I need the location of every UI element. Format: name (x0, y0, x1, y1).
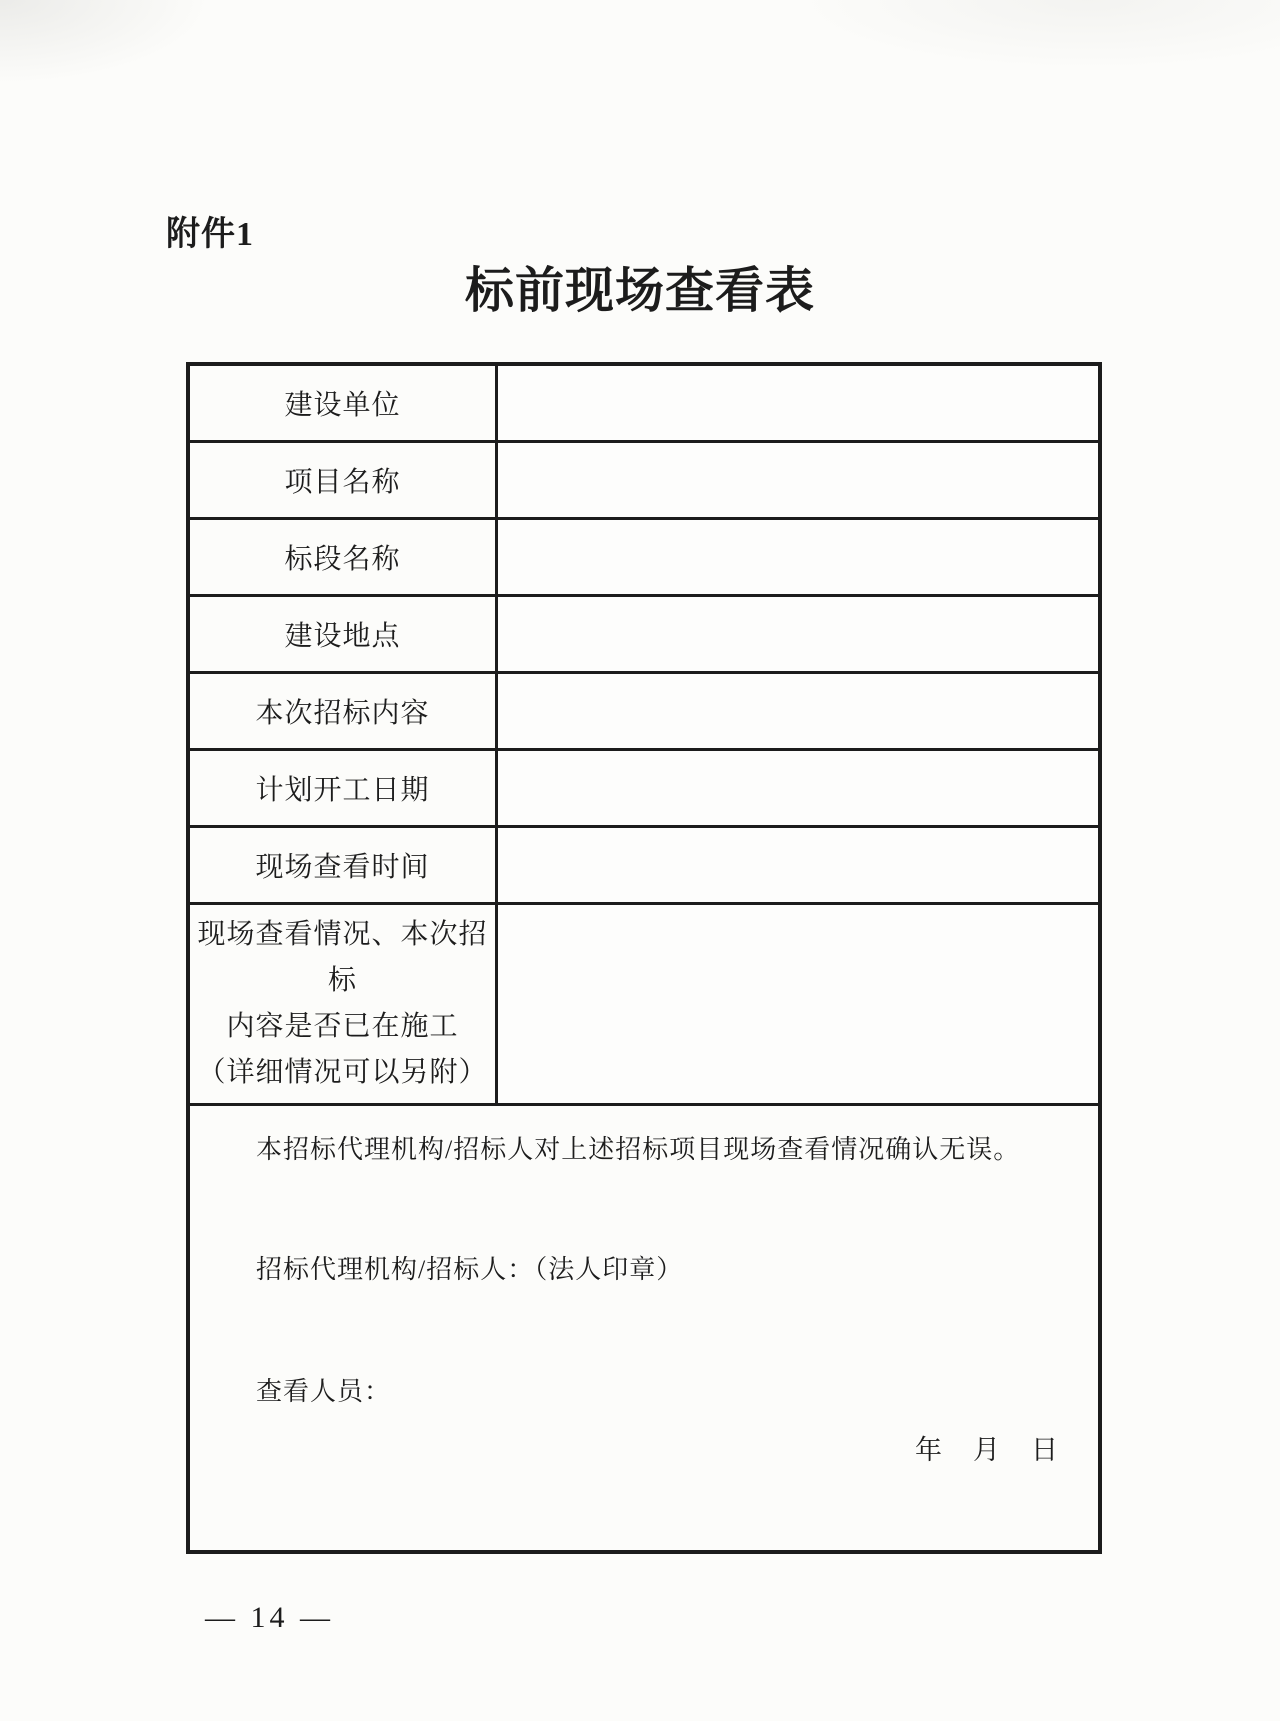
inspection-label-line-1: 现场查看情况、本次招标 (197, 919, 488, 996)
inspection-label-line-3: （详细情况可以另附） (197, 1057, 488, 1088)
row-value-tender-content (498, 674, 1098, 751)
confirmation-statement: 本招标代理机构/招标人对上述招标项目现场查看情况确认无误。 (256, 1135, 1021, 1164)
row-label-text: 本次招标内容 (255, 698, 430, 729)
row-value-project-name (498, 443, 1098, 520)
row-value-planned-start-date (498, 751, 1098, 828)
row-label-tender-content (190, 674, 498, 751)
row-label-bid-section-name (190, 520, 498, 597)
row-label-text: 现场查看时间 (255, 852, 430, 883)
row-label-text: 计划开工日期 (255, 775, 430, 806)
row-label-text: 建设地点 (284, 621, 401, 652)
row-label-text: 建设单位 (284, 390, 401, 421)
page-number: — 14 — (205, 1601, 334, 1634)
inspection-label-line-2: 内容是否已在施工 (226, 1011, 459, 1042)
row-value-inspection-time (498, 828, 1098, 905)
row-value-inspection-status (498, 905, 1098, 1106)
row-value-construction-unit (498, 366, 1098, 443)
confirmation-cell (190, 1106, 1098, 1550)
row-label-inspection-status (190, 905, 498, 1106)
date-line: 年 月 日 (915, 1435, 1060, 1465)
row-label-planned-start-date (190, 751, 498, 828)
page-title: 标前现场查看表 (464, 263, 815, 318)
row-label-inspection-time (190, 828, 498, 905)
inspector-signature-line: 查看人员： (256, 1377, 392, 1406)
row-label-text: 标段名称 (284, 544, 401, 575)
row-value-bid-section-name (498, 520, 1098, 597)
attachment-label: 附件1 (166, 216, 254, 253)
row-label-construction-site (190, 597, 498, 674)
row-value-construction-site (498, 597, 1098, 674)
agency-signature-line: 招标代理机构/招标人：（法人印章） (256, 1255, 684, 1284)
row-label-construction-unit (190, 366, 498, 443)
row-label-text: 项目名称 (284, 467, 401, 498)
form-table (186, 362, 1102, 1554)
row-label-project-name (190, 443, 498, 520)
